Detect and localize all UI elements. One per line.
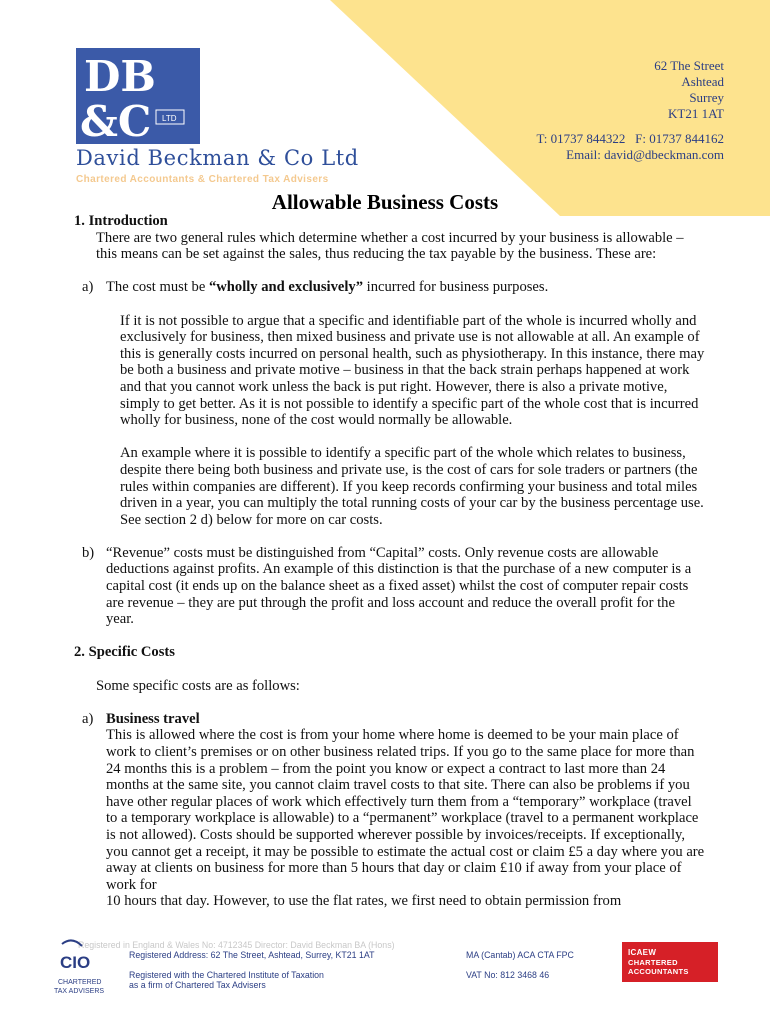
firm-subtitle: Chartered Accountants & Chartered Tax Advisers: [76, 174, 329, 185]
section-1-heading: 1. Introduction: [74, 213, 168, 229]
item-heading: Business travel: [106, 710, 200, 727]
list-label: a): [82, 710, 94, 727]
icaew-logo: [622, 942, 718, 982]
paragraph: “Revenue” costs must be distinguished from “Capital” costs. Only revenue costs are allowable deductions against profits. An example of this distinction is that the purchase of a new computer is a capital cost (it ends up on the balance sheet as a fixed asset) whilst the cost of computer repair costs are revenue – they are put through the profit and loss account and reduce the overall profit for the year.: [106, 544, 692, 628]
footer-registration: Registered in England & Wales No: 4712345 Director: David Beckman BA (Hons): [78, 940, 395, 950]
list-item: [74, 711, 706, 910]
registered-address: Registered Address: 62 The Street, Ashtead, Surrey, KT21 1AT: [129, 950, 375, 960]
logo-letters-top: DB: [84, 52, 156, 101]
address-line: Surrey: [689, 90, 724, 105]
icaew-text: ACCOUNTANTS: [628, 967, 689, 976]
list-label: b): [82, 544, 95, 561]
cio-caption: CHARTERED: [58, 979, 102, 986]
address-line: KT21 1AT: [668, 106, 724, 121]
paragraph-last-line: 10 hours that day. However, to use the flat rates, we first need to obtain permission from: [106, 893, 622, 910]
ciot-registration: [129, 970, 324, 990]
text-segment: incurred for business purposes.: [363, 279, 549, 296]
company-logo: [76, 48, 200, 144]
section-2-intro: Some specific costs are as follows:: [96, 677, 300, 694]
document-title: Allowable Business Costs: [271, 190, 499, 214]
cio-letters: CIO: [60, 953, 91, 972]
phone-fax: T: 01737 844322 F: 01737 844162: [536, 131, 724, 146]
text-segment: The cost must be: [106, 279, 209, 296]
logo-ltd: LTD: [162, 114, 177, 123]
address-line: 62 The Street: [654, 58, 724, 73]
firm-address: [654, 58, 724, 122]
paragraph: If it is not possible to argue that a specific and identifiable part of the whole is incurred wholly and exclusively for business, then mixed business and private use is not allowable at all. An example of this is generally costs incurred on personal health, such as physiotherapy. In this instance, there may be both a business and private motive – business in that the back strain perhaps happened at work and that you cannot work unless the back is put right. However, there is also a private motive, simply to get better. As it is not possible to identify a specific part of the whole cost that is incurred wholly for business, none of the cost would normally be allowable.: [120, 312, 705, 429]
cio-caption: TAX ADVISERS: [54, 988, 105, 995]
emphasis-text: “wholly and exclusively”: [208, 279, 364, 296]
ciot-logo: [54, 936, 108, 996]
paragraph: An example where it is possible to identify a specific part of the whole which relates to business, despite there being both business and private use, is the cost of cars for sole traders or partners (the rules within companies are different). If you keep records confirming your business and total miles driven in a year, you can multiply the total running costs of your car by the business percentage use. See section 2 d) below for more on car costs.: [120, 445, 704, 528]
document-body: [74, 213, 706, 910]
list-label: a): [82, 279, 94, 296]
firm-contact: [537, 131, 725, 163]
section-2-heading: 2. Specific Costs: [74, 644, 175, 661]
section-1-intro: There are two general rules which determine whether a cost incurred by your business is allowable – this means can be set against the sales, thus reducing the tax payable by the business. These are:: [96, 229, 684, 263]
firm-name: David Beckman & Co Ltd: [76, 146, 359, 170]
address-line: Ashtead: [681, 74, 724, 89]
ciot-line: as a firm of Chartered Tax Advisers: [129, 980, 266, 990]
list-item: [74, 279, 706, 296]
list-item: [74, 545, 706, 628]
email: Email: david@dbeckman.com: [566, 147, 724, 162]
page-footer: [0, 936, 770, 1024]
logo-letters-bottom: &C: [80, 97, 152, 144]
paragraph: This is allowed where the cost is from your home where home is deemed to be your main place of work to client’s premises or on other business related trips. If you go to the same place for more than 24 months this is a problem – from the point you know or expect a contract to last more than 24 months at the same site, you cannot claim travel costs to that site. There can also be problems if you have other regular places of work which effectively turn them from a “temporary” workplace (travel to a temporary workplace is allowable) to a “permanent” workplace (travel to a permanent workplace is not allowed). Costs should be supported wherever possible by invoices/receipts. If exceptionally, you cannot get a receipt, it may be possible to estimate the actual cost or claim £5 a day where you are away at clients on business for more than 5 hours that day or claim £10 if away from your place of work for: [106, 727, 705, 893]
icaew-text: ICAEW: [628, 948, 657, 957]
ciot-line: Registered with the Chartered Institute of Taxation: [129, 970, 324, 980]
icaew-text: CHARTERED: [628, 958, 678, 967]
vat-number: VAT No: 812 3468 46: [466, 970, 550, 980]
director-qualifications: MA (Cantab) ACA CTA FPC: [466, 950, 574, 960]
